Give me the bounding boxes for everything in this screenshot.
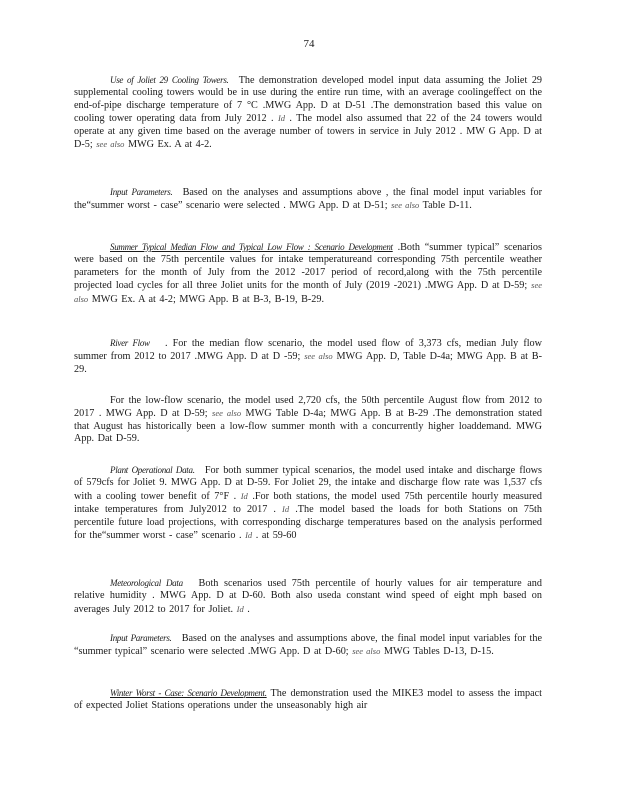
paragraph-text: . For the median flow scenario, the model used flow of 3,373 cfs, median July flow summer from 2012 to 2017 .MWG App. D at D -59; <box>74 338 542 363</box>
paragraph-input-parameters-typical <box>74 632 542 659</box>
paragraph-river-flow <box>74 337 542 376</box>
paragraph-meteorological-data <box>74 577 542 616</box>
paragraph-text: MWG Ex. A at 4-2. <box>124 139 212 151</box>
paragraph-text: MWG Table D-4a; MWG App. B at B-29 .The demonstration stated that August has historically been a low-flow summer month with a concurrently higher loaddemand. MWG App. Dat D-59. <box>74 408 542 445</box>
paragraph-text: . <box>243 603 250 615</box>
paragraph-text: Based on the analyses and assumptions above, the final model input variables for the “summer typical” scenario were selected .MWG App. D at D-60; <box>74 633 542 658</box>
paragraph-text: Based on the analyses and assumptions above , the final model input variables for the“summer worst - case” scenario were selected . MWG App. D at D-51; <box>74 187 542 212</box>
paragraph-heading: Use of Joliet 29 Cooling Towers. <box>110 75 229 85</box>
paragraph-heading: Meteorological Data <box>110 578 183 588</box>
citation-signal: Id <box>236 603 244 614</box>
paragraph-heading: Winter Worst - Case: Scenario Development. <box>110 688 267 698</box>
paragraph-text: . at 59-60 <box>252 530 297 542</box>
paragraph-input-parameters-worst-case <box>74 186 542 213</box>
paragraph-heading: River Flow <box>110 338 150 348</box>
citation-signal: Id <box>245 530 253 541</box>
page-number: 74 <box>303 38 315 50</box>
paragraph-text: The demonstration developed model input data assuming the Joliet 29 supplemental cooling towers would be in use during the entire run time, with an average coolingeffect on the end-of-pipe discharge temperature of 7 °C .MWG App. D at D-51 .The demonstration based this value on cooling tower operating data from July 2012 . <box>74 75 543 125</box>
paragraph-text: .The model based the loads for both Stations on 75th percentile future load projections, with corresponding discharge temperatures based on the analysis performed for the“summer worst - case” scenario . <box>74 504 542 542</box>
paragraph-plant-operational-data <box>74 464 542 542</box>
paragraph-heading: Plant Operational Data. <box>110 465 195 475</box>
citation-signal: see also <box>391 200 420 211</box>
citation-signal: Id <box>282 504 290 515</box>
paragraph-heading: Input Parameters. <box>110 633 172 643</box>
citation-signal: see also <box>352 646 381 657</box>
paragraph-heading: Summer Typical Median Flow and Typical Low Flow : Scenario Development <box>110 242 393 252</box>
citation-signal: Id <box>277 113 286 124</box>
citation-signal: see also <box>74 280 542 304</box>
paragraph-text: For both summer typical scenarios, the model used intake and discharge flows of 579cfs for Joliet 9. MWG App. D at D-59. For Joliet 29, the intake and discharge flow rate was 1,537 cfs with a cooling tower benefit of 7°F . <box>74 465 542 502</box>
paragraph-text: .Both “summer typical” scenarios were based on the 75th percentile values for intake temperatureand corresponding 75th percentile weather parameters for the month of July from the 2012 -2017 period of record,along with the 75th percentile projected load cycles for all three Joliet units for the month of July (2019 -2021) .MWG App. D at D-59; <box>74 242 542 292</box>
paragraph-text: . The model also assumed that 22 of the 24 towers would operate at any given time based on the average number of towers in service in July 2012 . MW G App. D at D-5; <box>74 113 542 151</box>
paragraph-text: MWG Tables D-13, D-15. <box>380 646 494 658</box>
paragraph-low-flow <box>74 395 542 446</box>
paragraph-text: Both scenarios used 75th percentile of hourly values for air temperature and relative humidity . MWG App. D at D-60. Both also useda constant wind speed of eight mph based on averages July 2012 to 2017 for Joliet. <box>74 578 542 615</box>
paragraph-text: MWG App. D, Table D-4a; MWG App. B at B-29. <box>74 351 542 375</box>
paragraph-winter-worst-case <box>74 687 542 713</box>
paragraph-text: MWG Ex. A at 4-2; MWG App. B at B-3, B-19, B-29. <box>88 293 325 305</box>
paragraph-text: .For both stations, the model used 75th percentile hourly measured intake temperatures from July2012 to 2017 . <box>74 490 542 516</box>
paragraph-cooling-towers <box>74 74 542 151</box>
paragraph-heading: Input Parameters. <box>110 187 173 197</box>
citation-signal: see also <box>212 408 242 419</box>
citation-signal: see also <box>96 139 125 150</box>
paragraph-text: The demonstration used the MIKE3 model to assess the impact of expected Joliet Stations operations under the unseasonably high air <box>74 688 542 712</box>
citation-signal: Id <box>240 490 248 501</box>
paragraph-text: Table D-11. <box>419 200 472 212</box>
paragraph-text: For the low-flow scenario, the model used 2,720 cfs, the 50th percentile August flow from 2012 to 2017 . MWG App. D at D-59; <box>74 395 542 420</box>
paragraph-summer-typical-scenario <box>74 241 542 306</box>
citation-signal: see also <box>304 351 333 362</box>
